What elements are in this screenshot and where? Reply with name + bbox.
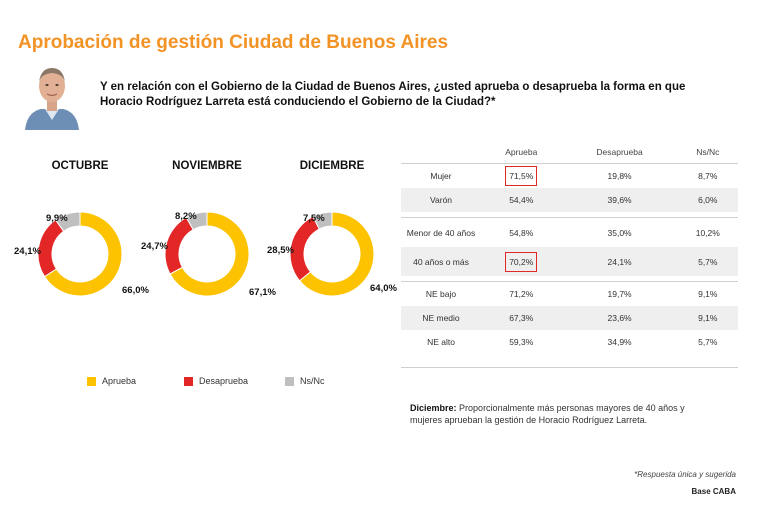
month-label: OCTUBRE: [51, 160, 109, 172]
table-header: Desaprueba: [596, 147, 643, 157]
table-cell: 5,7%: [698, 337, 718, 347]
table-cell: 19,7%: [562, 282, 678, 307]
table-cell: 67,3%: [481, 306, 562, 330]
row-label: Varón: [401, 188, 481, 213]
data-label-aprueba: 64,0%: [370, 283, 397, 294]
table-cell: 5,7%: [678, 247, 738, 277]
highlight-box: 70,2%: [505, 252, 537, 272]
month-label: DICIEMBRE: [299, 160, 365, 172]
row-label: NE bajo: [401, 282, 481, 307]
table-header-row: [401, 141, 738, 164]
table-cell: 9,1%: [678, 282, 738, 307]
page-title: Aprobación de gestión Ciudad de Buenos Aires: [18, 32, 449, 53]
table-cell: [481, 247, 562, 277]
row-label: NE medio: [401, 306, 481, 330]
table-row: [401, 306, 738, 330]
table-header: Aprueba: [505, 147, 538, 157]
data-label-desaprueba: 28,5%: [267, 245, 294, 256]
row-label: Mujer: [401, 164, 481, 189]
note-label: Diciembre:: [410, 403, 457, 413]
table-cell: 6,0%: [678, 188, 738, 213]
table-cell: 54,8%: [481, 218, 562, 248]
table-cell: 59,3%: [509, 337, 534, 347]
donut-slice-desaprueba: [38, 220, 64, 277]
table-cell: 10,2%: [678, 218, 738, 248]
table-row: [401, 247, 738, 277]
data-label-nsnc: 8,2%: [175, 211, 197, 222]
donut-slice-desaprueba: [165, 217, 193, 274]
legend-swatch: [184, 377, 193, 386]
row-label: Menor de 40 años: [401, 218, 481, 248]
table-row: [401, 218, 738, 248]
table-cell: 9,1%: [678, 306, 738, 330]
table-row: [401, 188, 738, 213]
table-cell: 24,1%: [562, 247, 678, 277]
survey-question: Y en relación con el Gobierno de la Ciudad de Buenos Aires, ¿usted aprueba o desaprueba la forma en que Horacio Rodríguez Larreta está conduciendo el Gobierno de la Ciudad?*: [100, 81, 686, 108]
table-cell: 71,2%: [481, 282, 562, 307]
row-label: 40 años o más: [401, 247, 481, 277]
donut-slice-desaprueba: [290, 217, 319, 281]
legend-item-aprueba: [87, 376, 136, 386]
data-label-aprueba: 66,0%: [122, 285, 149, 296]
table-cell: [481, 164, 562, 189]
table-cell: 23,6%: [562, 306, 678, 330]
donut-diciembre: [268, 160, 396, 320]
december-note: [410, 402, 700, 426]
base-label: Base CABA: [691, 487, 736, 496]
legend-label: Ns/Nc: [300, 376, 325, 386]
legend-item-nsnc: [285, 376, 325, 386]
data-label-nsnc: 7,5%: [303, 213, 325, 224]
highlight-box: 71,5%: [505, 166, 537, 186]
table-cell: 34,9%: [607, 337, 632, 347]
legend-swatch: [87, 377, 96, 386]
legend-swatch: [285, 377, 294, 386]
segment-table: [401, 141, 738, 354]
table-row: [401, 164, 738, 189]
table-row: [401, 282, 738, 307]
legend-label: Aprueba: [102, 376, 137, 386]
legend-item-desaprueba: [184, 376, 248, 386]
politician-photo: [23, 62, 81, 130]
data-label-aprueba: 67,1%: [249, 287, 276, 298]
data-label-nsnc: 9,9%: [46, 213, 68, 224]
table-bottom-rule: [401, 367, 738, 368]
table-cell: 39,6%: [562, 188, 678, 213]
data-label-desaprueba: 24,1%: [14, 246, 41, 257]
row-label: NE alto: [427, 337, 455, 347]
table-header: Ns/Nc: [696, 147, 720, 157]
table-cell: 54,4%: [481, 188, 562, 213]
legend-label: Desaprueba: [199, 376, 249, 386]
table-cell: 8,7%: [678, 164, 738, 189]
donut-octubre: [16, 160, 144, 320]
note-text: Proporcionalmente más personas mayores de 40 años y mujeres aprueban la gestión de Horacio Rodríguez Larreta.: [410, 403, 685, 425]
data-label-desaprueba: 24,7%: [141, 241, 168, 252]
table-row: [401, 330, 738, 354]
footnote: *Respuesta única y sugerida: [634, 470, 736, 479]
table-header: [401, 141, 481, 164]
month-label: NOVIEMBRE: [172, 160, 242, 172]
table-cell: 35,0%: [562, 218, 678, 248]
table-cell: 19,8%: [562, 164, 678, 189]
